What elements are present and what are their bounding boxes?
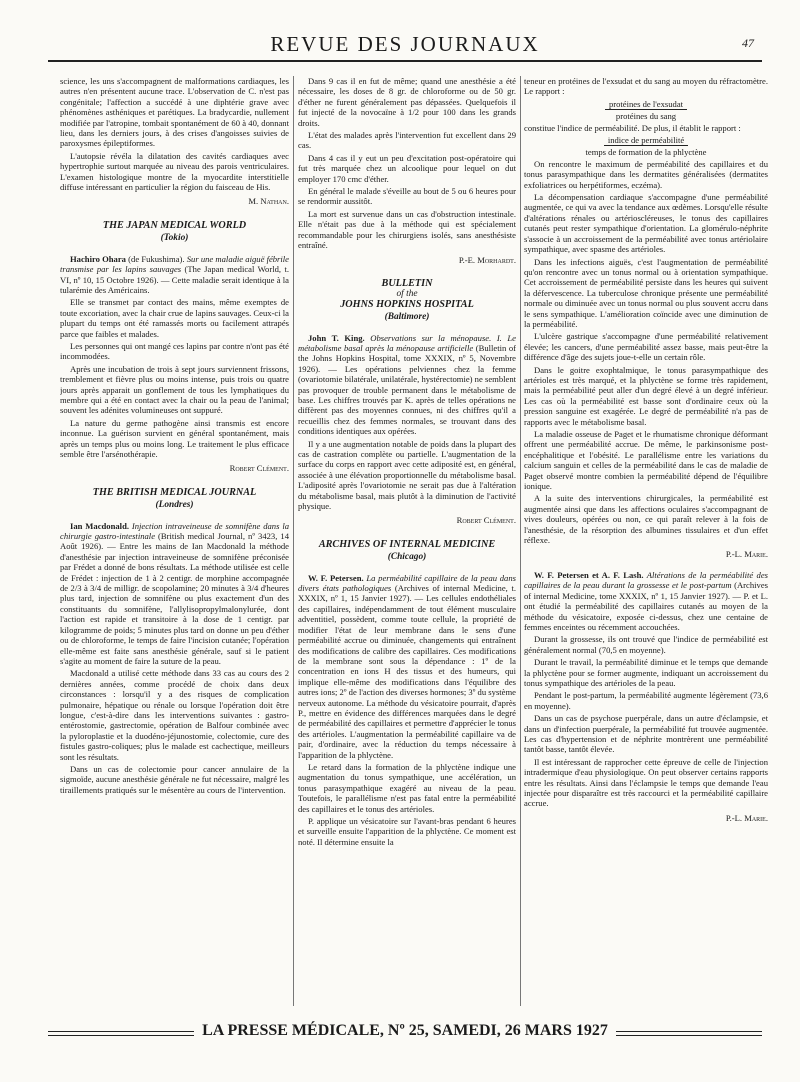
paragraph: Dans un cas de psychose puerpérale, dans un autre d'éclampsie, et dans un d'infection puerpérale, la perméabilité fut trouvée augmentée. Les cas d'hypertension et de néphrite montrèrent une perméabilité tantôt basse, tantôt élevée.	[524, 713, 768, 755]
paragraph: P. applique un vésicatoire sur l'avant-bras pendant 6 heures et surveille ensuite l'apparition de la phlyctène. Ce moment est noté. Il détermine ensuite la	[298, 816, 516, 847]
paragraph: L'autopsie révéla la dilatation des cavités cardiaques avec hypertrophie surtout marquée au niveau des parois ventriculaires. L'examen histologique montre de la myocardite interstitielle diffuse intéressant en particulier la région du faisceau de His.	[60, 150, 289, 193]
journal-title: THE JAPAN MEDICAL WORLD	[102, 219, 247, 231]
ratio-numerator: indice de perméabilité	[604, 135, 688, 146]
article-title: Injection intraveineuse de somnifène dans la chirurgie gastro-intestinale	[60, 520, 289, 542]
paragraph: Dans le goitre exophtalmique, le tonus parasympathique des artérioles est très marqué, et la phlyctène se forme très rapidement, mais la perméabilité peut aller d'un degré élevé à un degré inférieur. Les cas où la perméabilité est basse sont d'ordinaire ceux où la pression sanguine est exagérée. Le degré de perméabilité n'a pas de rapports avec le métabolisme basal.	[524, 364, 768, 427]
paragraph: teneur en protéines de l'exsudat et du sang au moyen du réfractomètre. Le rapport :	[524, 76, 768, 97]
paragraph: Dans 9 cas il en fut de même; quand une anesthésie a été nécessaire, les doses de 8 gr. de chloroforme ou de 50 gr. d'éther ne furent généralement pas dépassées. Quelquefois il fut injecté de la novocaïne à 1/2 pour 100 dans les grands droits.	[298, 76, 516, 128]
paragraph: La nature du germe pathogène ainsi transmis est encore inconnue. La guérison survient en général spontanément, mais après un temps plus ou moins long. Le traitement le plus efficace semble être l'arsénothérapie.	[60, 417, 289, 459]
column-3	[524, 76, 768, 1006]
footer-text: LA PRESSE MÉDICALE, Nº 25, SAMEDI, 26 MARS 1927	[194, 1022, 616, 1039]
paragraph: science, les uns s'accompagnent de malformations cardiaques, les autres n'en présentent aucune trace. L'observation de C. n'est pas congénitale; l'affection a succédé à une diphtérie grave avec phénomènes asthéniques et parétiques. La bradycardie, nullement modifiée par l'atropine, tombait spontanément de 60 à 40, donnant lieu, dans les derniers jours, à des crises d'angoisses suivies de paroxysmes épileptiformes.	[60, 76, 289, 149]
journal-title: BULLETIN	[381, 277, 433, 289]
journal-city: (Chicago)	[387, 552, 427, 563]
column-divider	[293, 76, 294, 1006]
paragraph: Durant la grossesse, ils ont trouvé que l'indice de perméabilité est généralement normal (70,5 en moyenne).	[524, 634, 768, 655]
article-author: Hachiro Ohara	[70, 253, 126, 264]
article-author: W. F. Petersen.	[308, 572, 364, 583]
paragraph: Dans 4 cas il y eut un peu d'excitation post-opératoire qui fut très marquée chez un alcoolique pour lequel on dut employer 170 cmc d'éther.	[298, 152, 516, 184]
article-abstract	[524, 570, 768, 632]
article-title: La perméabilité capillaire de la peau dans divers états pathologiques	[298, 572, 516, 594]
page-title: REVUE DES JOURNAUX	[270, 32, 540, 56]
page-footer	[48, 1022, 762, 1044]
column-1	[60, 76, 289, 1006]
footer-text-wrap	[48, 1022, 762, 1040]
page-number: 47	[742, 36, 754, 50]
signature: Robert Clément.	[229, 463, 289, 474]
ratio-denominator: protéines du sang	[615, 111, 677, 122]
article-author-note: (de Fukushima).	[125, 253, 187, 264]
paragraph: On rencontre le maximum de perméabilité des capillaires et du tonus parasympathique dans les dermatites généralisées (dermatites exfoliatrices ou herpétiformes, eczéma).	[524, 158, 768, 190]
paragraph: Après une incubation de trois à sept jours surviennent frissons, tremblement et fièvre plus ou moins intense, puis trois ou quatre jours après apparait un gonflement de tous les lymphatiques du membre qui a été en contact avec la chair ou la peau de l'animal; souvent les adénites volumineuses ont suppuré.	[60, 363, 289, 416]
paragraph: Dans un cas de colectomie pour cancer annulaire de la sigmoïde, aucune anesthésie générale ne fut nécessaire, malgré les tiraillements pratiqués sur le mésentère au cours de l'intervention.	[60, 763, 289, 795]
paragraph: Pendant le post-partum, la perméabilité augmente légèrement (73,6 en moyenne).	[524, 690, 768, 711]
article-abstract	[298, 573, 516, 760]
paragraph: Le retard dans la formation de la phlyctène indique une augmentation du tonus sympathique, une accélération, un tonus parasympathique exagéré au niveau de la peau. Toutefois, le parallélisme n'est pas fatal entre la perméabilité des capillaires et le tonus des artérioles.	[298, 761, 516, 814]
paragraph: L'état des malades après l'intervention fut excellent dans 29 cas.	[298, 130, 516, 151]
signature: Robert Clément.	[456, 515, 516, 526]
column-divider	[520, 76, 521, 1006]
article-abstract	[60, 521, 289, 667]
article-abstract	[60, 254, 289, 296]
header-rule	[48, 60, 762, 62]
signature: P.-E. Morhardt.	[458, 254, 516, 265]
ratio-formula	[524, 99, 768, 110]
paragraph: Il est intéressant de rapprocher cette épreuve de celle de l'injection intradermique d'eau physiologique. On peut observer certains rapports entre les résultats. Ainsi dans l'éclampsie le temps que demande l'eau injectée pour disparaître est très raccourci et la perméabilité capillaire accrue.	[524, 756, 768, 809]
paragraph: Dans les infections aiguës, c'est l'augmentation de perméabilité qu'on rencontre avec un tonus normal ou à orientation sympathique. Cet accroissement de perméabilité persiste dans les heures qui suivent la défervescence. La tuberculose chronique présente une perméabilité normale ou diminuée avec un tonus normal ou plus souvent accru dans le sens sympathique. L'amélioration coïncide avec une diminution de la perméabilité.	[524, 256, 768, 329]
article-author: Ian Macdonald.	[70, 520, 129, 531]
paragraph: Elle se transmet par contact des mains, même exemptes de toute excoriation, avec la chair crue de lapins sauvages. Ceux-ci la plupart du temps ont été ramassés morts ou facilement attrapés parce que faibles et malades.	[60, 297, 289, 339]
paragraph: Il y a une augmentation notable de poids dans la plupart des cas de castration complète ou partielle. L'augmentation de la surface du corps en rapport avec cette adiposité est, en général, associée à une élévation proportionnelle du métabolisme basal. L'adiposité après l'ovariotomie ne serait pas due à l'altération du métabolisme basal, mais plutôt à la diminution de l'activité physique.	[298, 438, 516, 512]
article-title: Observations sur la ménopause. I. Le métabolisme basal après la ménopause artificielle	[298, 332, 516, 353]
signature: P.-L. Marie.	[725, 812, 768, 823]
journal-city: (Baltimore)	[384, 312, 430, 323]
paragraph: constitue l'indice de perméabilité. De plus, il établit le rapport :	[524, 122, 741, 133]
paragraph: La mort est survenue dans un cas d'obstruction intestinale. Elle n'était pas due à la méthode qui est spécialement recommandable pour les chirurgiens isolés, sans anesthésiste entraîné.	[298, 208, 516, 251]
page-header	[50, 30, 760, 60]
journal-title: ARCHIVES OF INTERNAL MEDICINE	[318, 538, 496, 550]
paragraph: La décompensation cardiaque s'accompagne d'une perméabilité augmentée, ce qui va avec la tendance aux œdèmes. Lorsqu'elle résulte d'altérations rénales ou artérioscléreuses, le tonus des capillaires cutanés peut rester sympathique d'orientation. La glomérulo-néphrite s'associe à un accroissement de la perméabilité avec tonus artériolaire sympathique, avec spasme des artérioles.	[524, 192, 768, 255]
article-author: W. F. Petersen et A. F. Lash.	[534, 569, 644, 580]
article-title: Sur une maladie aiguë fébrile transmise par les lapins sauvages	[60, 253, 289, 275]
journal-title-2: JOHNS HOPKINS HOSPITAL	[340, 298, 474, 310]
paragraph: Les personnes qui ont mangé ces lapins par contre n'ont pas été incommodées.	[60, 340, 289, 362]
journal-city: (Londres)	[155, 500, 194, 511]
paragraph: L'ulcère gastrique s'accompagne d'une perméabilité relativement élevée; les cancers, d'une perméabilité assez basse, mais peut-être la différence d'âge des sujets joue-t-elle un certain rôle.	[524, 331, 768, 363]
ratio-formula	[524, 135, 768, 146]
paragraph: En général le malade s'éveille au bout de 5 ou 6 heures pour se rendormir aussitôt.	[298, 186, 516, 207]
journal-title-of: of the	[396, 289, 418, 300]
signature: P.-L. Marie.	[725, 549, 768, 560]
paragraph: Macdonald a utilisé cette méthode dans 33 cas au cours des 2 dernières années, comme procédé de choix dans deux circonstances : lorsqu'il y a des risques de complication pulmonaire, hépatique ou rénale ou lorsque l'opération doit être longue, c'est-à-dire dans les interventions suivantes : gastro-entérostomie, gastrectomie, opération de Balfour combinée avec la pyloroplastie et la duodéno-jéjunostomie, colectomie, cure des fistules gastro-coliques; plus le malade est cachectique, meilleurs sont les résultats.	[60, 668, 289, 762]
paragraph: La maladie osseuse de Paget et le rhumatisme chronique déformant offrent une perméabilité accrue. De même, le parkinsonisme post-encéphalitique et l'obésité. Le parallélisme entre les variations du calcium sanguin et celles de la perméabilité dans le cas de maladie de Paget observé montre combien la perméabilité dépend de l'équilibre ionique.	[524, 429, 768, 492]
article-reference: (Bulletin of the Johns Hopkins Hospital, tome XXXIX, nº 5, Novembre 1926). — Les opérations pelviennes chez la femme (ovariotomie bilatérale, unilatérale, hystérectomie) ne semblent pas provoquer de trouble permanent dans le métabolisme de base. Les chiffres trouvés par K. après de telles opérations ne diffèrent pas des moyennes connues, ni des chiffres qu'il a recueillis chez des femmes normales, se trouvant dans des conditions identiques aux opérées.	[298, 342, 516, 437]
journal-city: (Tokio)	[160, 233, 189, 244]
ratio-numerator: protéines de l'exsudat	[605, 99, 687, 110]
article-title: Altérations de la perméabilité des capillaires de la peau durant la grossesse et le post-partum	[524, 569, 768, 591]
paragraph: A la suite des interventions chirurgicales, la perméabilité est augmentée ainsi que dans les affections oculaires s'accompagnant de vives douleurs, opérées ou non, ce qui paraît relever à la fois de l'anesthésie, de la résorption des albumines tissulaires et d'un effet réflexe.	[524, 493, 768, 546]
journal-title: THE BRITISH MEDICAL JOURNAL	[92, 486, 257, 498]
article-abstract	[298, 333, 516, 437]
ratio-denominator: temps de formation de la phlyctène	[585, 147, 707, 158]
column-2	[298, 76, 516, 1006]
signature: M. Nathan.	[248, 196, 289, 207]
article-reference: (Archives of internal Medicine, tome XXXIX, nº 1, 15 Janvier 1927). — P. et L. ont étudié la perméabilité des capillaires cutanés au moyen de la méthode du vésicatoire, exposée ci-dessus, chez une centaine de femmes enceintes ou récemment accouchées.	[524, 580, 768, 632]
article-reference: (British medical Journal, nº 3423, 14 Août 1926). — Entre les mains de Ian Macdonald la méthode d'anesthésie par injection intraveineuse de somnifène préconisée par Frédet a donné de bons résultats. La méthode utilisée est celle de Frédet : injection de 1 à 2 centigr. de morphine accompagnée de 2/3 à 3/4 de milligr. de scopolamine; 20 minutes à 3/4 d'heures plus tard, injection de somnifène ou plus exactement d'un des constituants du somnifène, l'allylisopropylmalonylurée, dont l'action est rapide et transitoire à la dose de 1 centigr. par kilogramme de poids; 5 minutes plus tard on donne un peu d'éther ou de chloroforme, le temps de faire l'incision cutanée; l'opération elle-même est faite sans anesthésie générale, sauf si le patient s'agite au moment de faire la suture de la peau.	[60, 531, 289, 666]
article-author: John T. King.	[308, 332, 365, 343]
paragraph: Durant le travail, la perméabilité diminue et le temps que demande la phlyctène pour se former augmente, indiquant un accroissement du tonus sympathique des artérioles de la peau.	[524, 657, 768, 688]
article-reference: (The Japan medical World, t. VI, nº 10, 15 Octobre 1926). — Cette maladie serait identique à la tularémie des Américains.	[60, 264, 289, 295]
article-reference: (Archives of internal Medicine, t. XXXIX, nº 1, 15 Janvier 1927). — Les cellules endothéliales des capillaires, indépendamment de tout élément musculaire adventitiel, possèdent, comme toute cellule, la propriété de modifier l'état de leur membrane dans le sens d'une perméabilité accrue ou diminuée, changements qui entraînent des modifications de calibre des capillaires. Ces modifications de la membrane sont sous la dépendance : 1º de la concentration en ions H des tissus et des humeurs, qui implique elle-même des modifications dans l'équilibre des autres ions; 2º de l'action des diverses hormones; 3º du système nerveux autonome. La méthode du vésicatoire pourrait, d'après P., mettre en évidence des différences marquées dans le degré de perméabilité des capillaires et permettre d'apprécier le tonus des artérioles. L'augmentation la perméabilité capillaire va de pair, d'ordinaire, avec la réduction du temps nécessaire à l'apparition de la phlyctène.	[298, 583, 516, 760]
